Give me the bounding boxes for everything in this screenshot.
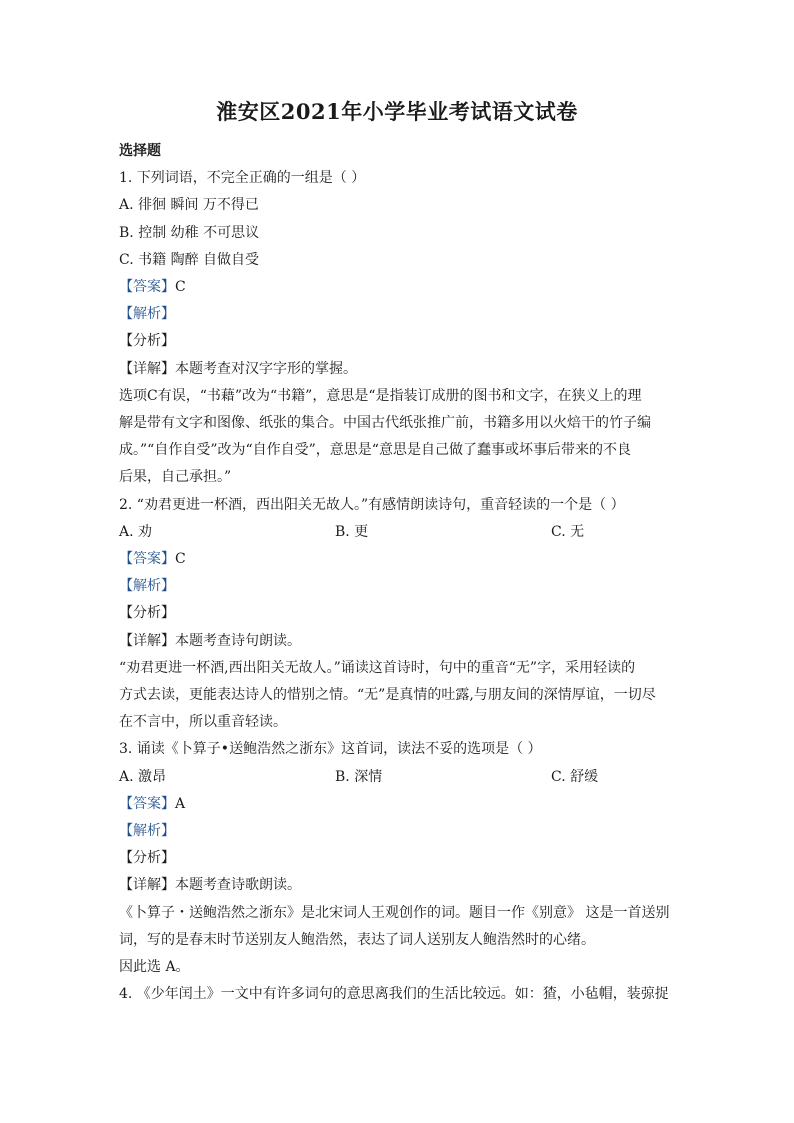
q1-fenxi-tag: 【分析】 — [119, 333, 175, 350]
q1-option-a: A. 徘徊 瞬间 万不得已 — [119, 197, 259, 214]
q2-answer: C — [175, 551, 186, 568]
answer-tag: 【答案】 — [119, 795, 175, 812]
q1-explanation-2: 解是带有文字和图像、纸张的集合。中国古代纸张推广前，书籍多用以火焙干的竹子编 — [119, 415, 651, 432]
page-title: 淮安区2021年小学毕业考试语文试卷 — [216, 99, 578, 124]
detail-tag: 【详解】 — [119, 360, 175, 377]
q2-answer-line — [119, 546, 679, 573]
q2-option-b: B. 更 — [335, 523, 369, 540]
q1-option-b: B. 控制 幼稚 不可思议 — [119, 224, 260, 241]
q3-stem: 3. 诵读《卜算子•送鲍浩然之浙东》这首词，读法不妥的选项是（ ） — [119, 741, 542, 758]
q1-stem: 1. 下列词语，不完全正确的一组是（ ） — [119, 170, 366, 187]
q3-jiexi-tag: 【解析】 — [119, 823, 175, 840]
q3-detail-line — [119, 872, 679, 899]
q3-option-b: B. 深情 — [335, 768, 383, 785]
q1-explanation-4: 后果，自己承担。” — [119, 469, 232, 486]
q2-option-a: A. 劝 — [119, 523, 153, 540]
q3-option-c: C. 舒缓 — [551, 768, 599, 785]
q2-explanation-1: “劝君更进一杯酒,西出阳关无故人。”诵读这首诗时，句中的重音“无”字，采用轻读的 — [119, 659, 636, 676]
q3-answer-line — [119, 791, 679, 818]
q1-answer: C — [175, 279, 186, 296]
q1-option-c: C. 书籍 陶醉 自做自受 — [119, 251, 260, 268]
q3-explanation-3: 因此选 A。 — [119, 959, 190, 976]
q2-options — [119, 519, 679, 546]
q2-jiexi-tag: 【解析】 — [119, 578, 175, 595]
q1-detail: 本题考查对汉字字形的掌握。 — [175, 360, 357, 377]
answer-tag: 【答案】 — [119, 551, 175, 568]
q3-option-a: A. 激昂 — [119, 768, 167, 785]
q2-detail-line — [119, 628, 679, 655]
q4-stem: 4. 《少年闰土》一文中有许多词句的意思离我们的生活比较远。如：猹，小毡帽，装弶捉 — [119, 986, 669, 1003]
answer-tag: 【答案】 — [119, 279, 175, 296]
q2-detail: 本题考查诗句朗读。 — [175, 632, 301, 649]
section-heading: 选择题 — [119, 143, 161, 159]
q3-explanation-1: 《卜算子・送鲍浩然之浙东》是北宋词人王观创作的词。题目一作《别意》 这是一首送别 — [119, 904, 670, 921]
q3-fenxi-tag: 【分析】 — [119, 850, 175, 867]
q2-explanation-2: 方式去读，更能表达诗人的惜别之情。“无”是真情的吐露,与朋友间的深情厚谊，一切尽 — [119, 687, 656, 704]
detail-tag: 【详解】 — [119, 632, 175, 649]
q3-explanation-2: 词，写的是春末时节送别友人鲍浩然，表达了词人送别友人鲍浩然时的心绪。 — [119, 931, 595, 948]
q1-explanation-3: 成。”“自作自受”改为“自作自受”，意思是“意思是自己做了蠢事或坏事后带来的不良 — [119, 442, 631, 459]
q2-fenxi-tag: 【分析】 — [119, 605, 175, 622]
q2-option-c: C. 无 — [551, 523, 585, 540]
exam-content — [119, 138, 679, 1009]
detail-tag: 【详解】 — [119, 877, 175, 894]
q3-detail: 本题考查诗歌朗读。 — [175, 877, 301, 894]
q1-answer-line — [119, 274, 679, 301]
q3-options — [119, 764, 679, 791]
q1-detail-line — [119, 356, 679, 383]
q2-explanation-3: 在不言中，所以重音轻读。 — [119, 714, 287, 731]
q3-answer: A — [175, 795, 186, 812]
q1-explanation-1: 选项C有误，“书藉”改为“书籍”，意思是“是指装订成册的图书和文字，在狭义上的理 — [119, 387, 642, 404]
q2-stem: 2. “劝君更进一杯酒，西出阳关无故人。”有感情朗读诗句，重音轻读的一个是（ ） — [119, 496, 625, 513]
q1-jiexi-tag: 【解析】 — [119, 306, 175, 323]
